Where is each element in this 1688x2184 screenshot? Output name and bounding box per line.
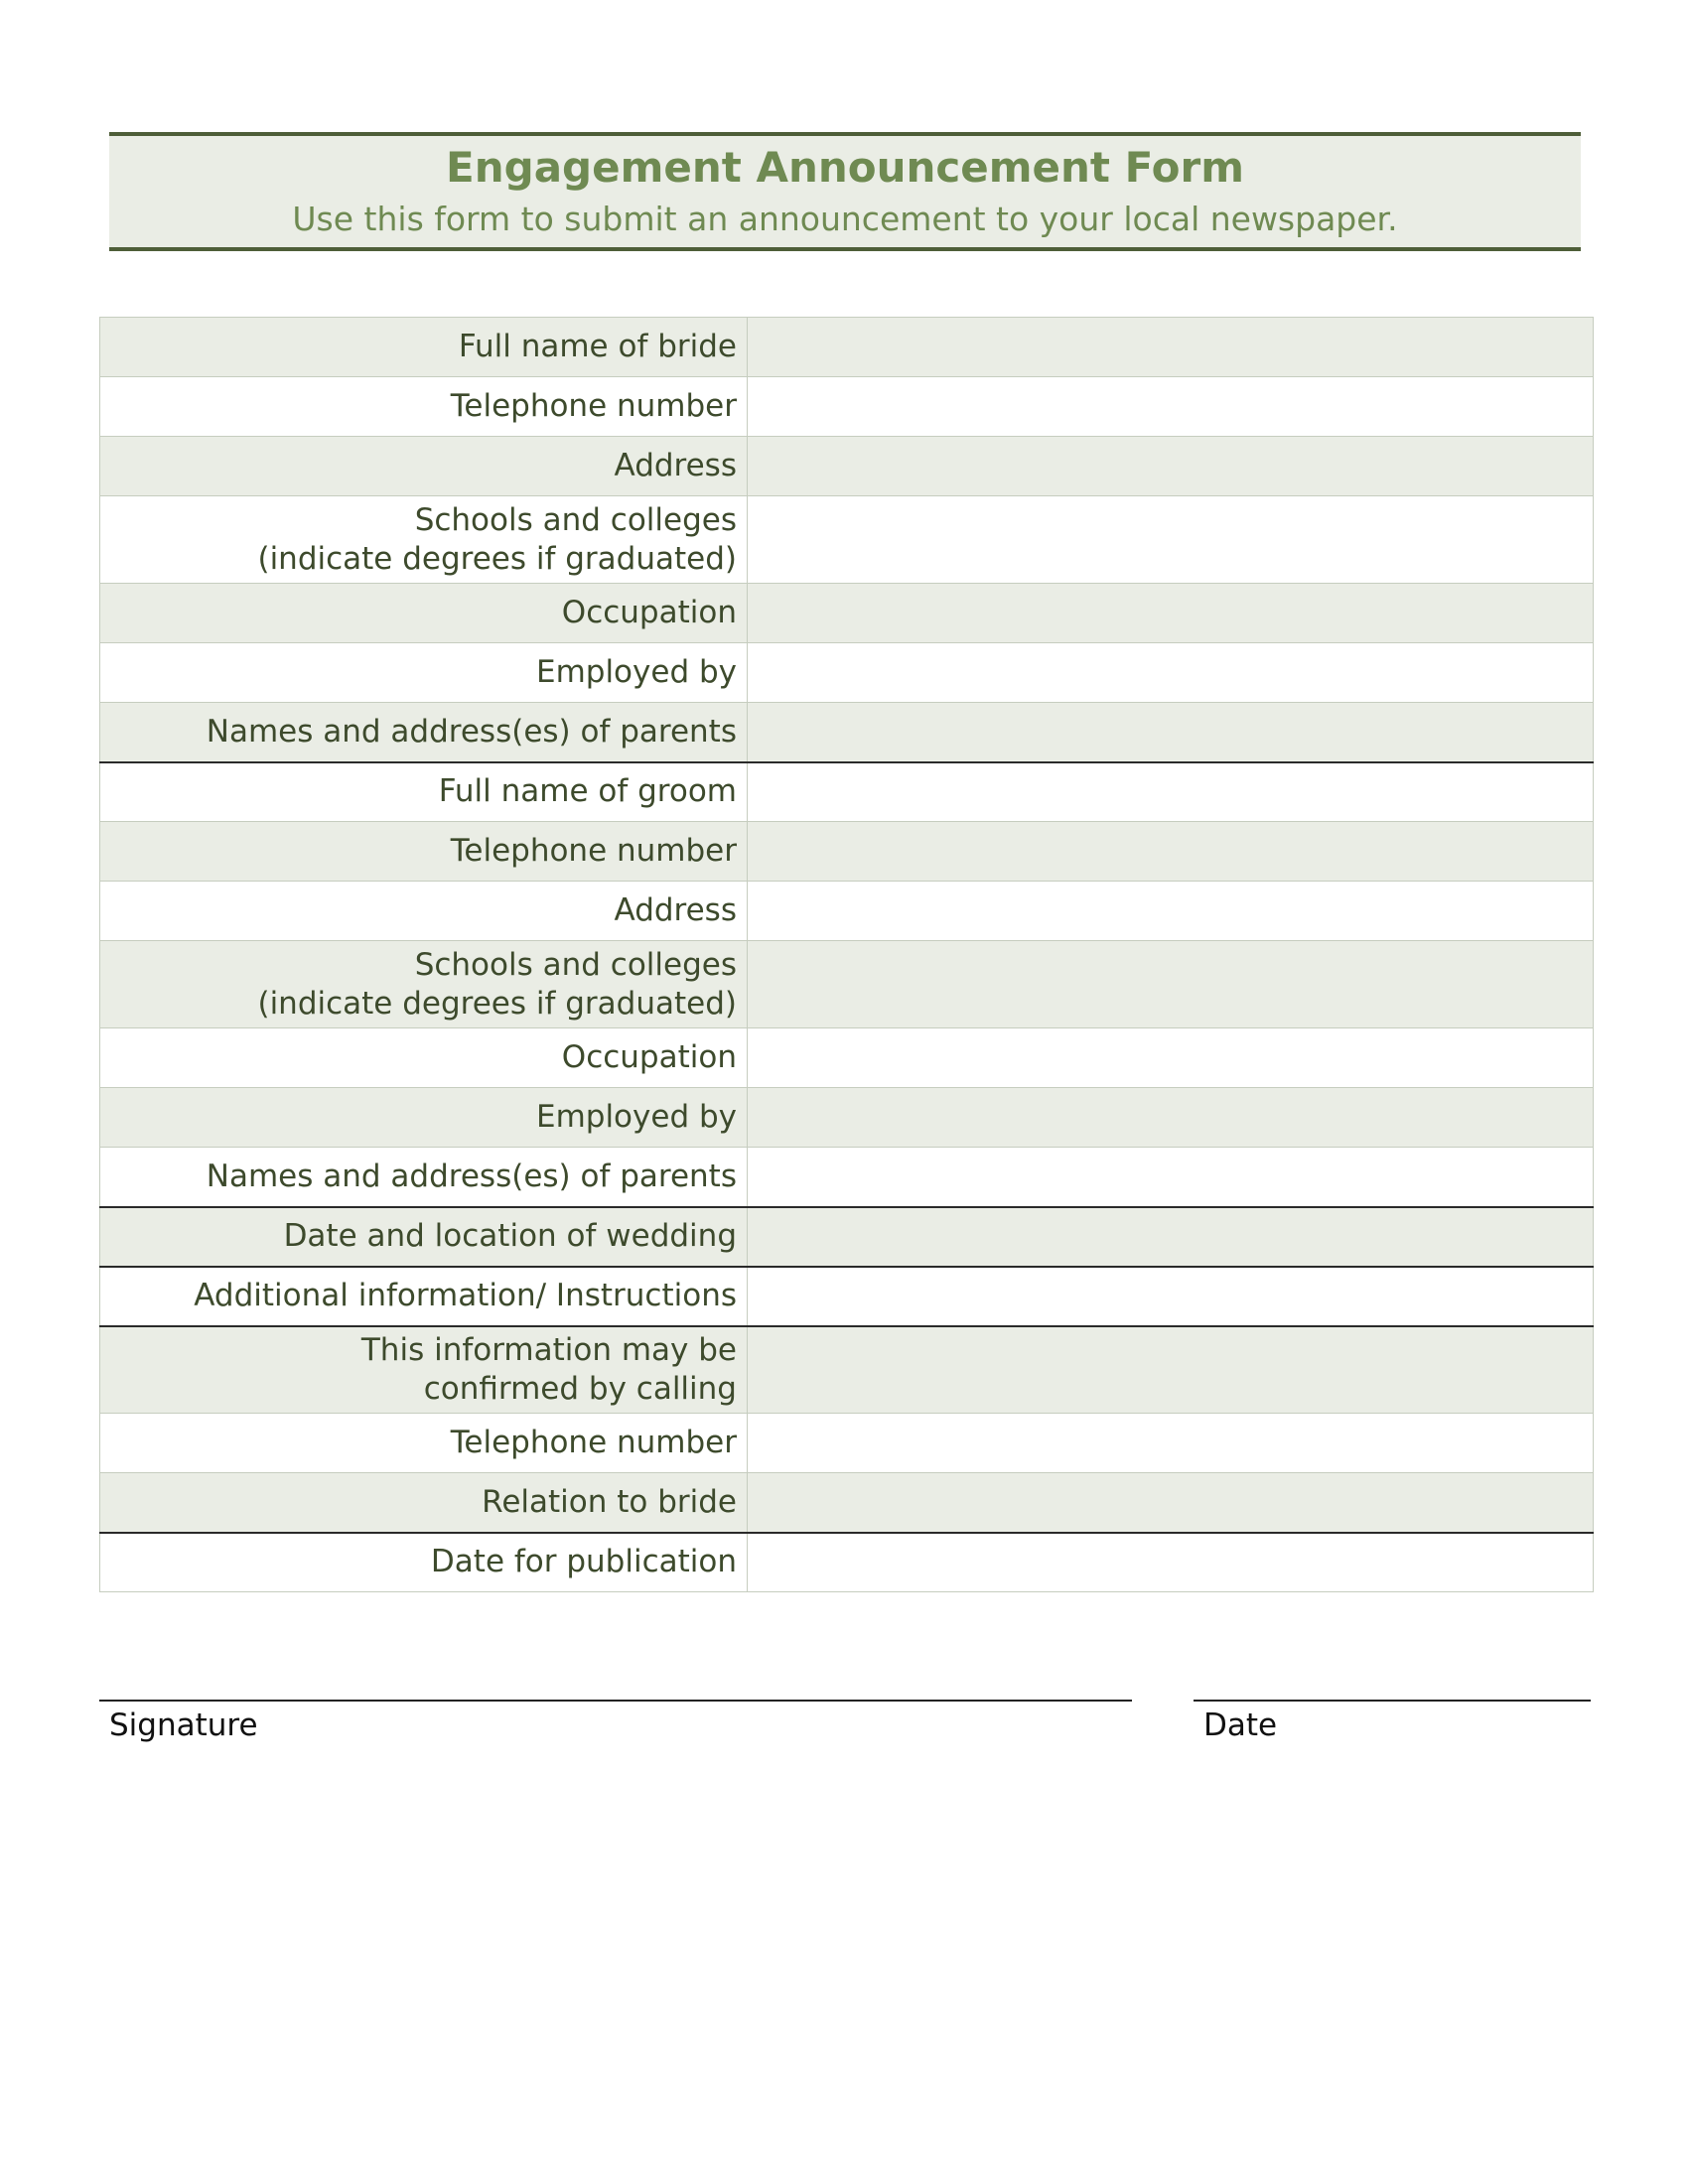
field-value-bride-employer[interactable] — [748, 643, 1594, 703]
field-label-groom-occupation: Occupation — [100, 1028, 748, 1088]
form-row — [100, 377, 1594, 437]
field-value-bride-occupation[interactable] — [748, 584, 1594, 643]
field-label-bride-employer: Employed by — [100, 643, 748, 703]
form-row — [100, 1028, 1594, 1088]
field-label-groom-schools: Schools and colleges (indicate degrees if graduated) — [100, 941, 748, 1028]
announcement-form-table — [99, 317, 1594, 1592]
field-label-bride-schools: Schools and colleges (indicate degrees if graduated) — [100, 496, 748, 584]
field-value-confirm-contact[interactable] — [748, 1326, 1594, 1414]
form-row — [100, 584, 1594, 643]
field-label-groom-telephone: Telephone number — [100, 822, 748, 882]
form-header — [109, 132, 1581, 251]
form-row — [100, 496, 1594, 584]
form-row — [100, 882, 1594, 941]
field-label-groom-employer: Employed by — [100, 1088, 748, 1148]
form-row — [100, 1473, 1594, 1533]
field-value-bride-parents[interactable] — [748, 703, 1594, 762]
field-value-wedding-date-location[interactable] — [748, 1207, 1594, 1267]
field-label-groom-address: Address — [100, 882, 748, 941]
field-label-bride-address: Address — [100, 437, 748, 496]
signature-label: Signature — [109, 1707, 258, 1743]
form-row — [100, 1088, 1594, 1148]
field-label-wedding-date-location: Date and location of wedding — [100, 1207, 748, 1267]
field-value-groom-address[interactable] — [748, 882, 1594, 941]
form-row — [100, 703, 1594, 762]
field-label-confirm-telephone: Telephone number — [100, 1414, 748, 1473]
field-label-bride-telephone: Telephone number — [100, 377, 748, 437]
field-label-additional-info: Additional information/ Instructions — [100, 1267, 748, 1326]
field-label-groom-name: Full name of groom — [100, 762, 748, 822]
signature-line[interactable] — [99, 1700, 1132, 1702]
form-row — [100, 1148, 1594, 1207]
field-value-groom-occupation[interactable] — [748, 1028, 1594, 1088]
field-value-bride-schools[interactable] — [748, 496, 1594, 584]
form-row — [100, 318, 1594, 377]
form-row — [100, 762, 1594, 822]
form-row — [100, 822, 1594, 882]
field-value-groom-name[interactable] — [748, 762, 1594, 822]
form-row — [100, 1207, 1594, 1267]
form-row — [100, 437, 1594, 496]
field-value-bride-address[interactable] — [748, 437, 1594, 496]
field-label-bride-occupation: Occupation — [100, 584, 748, 643]
field-value-additional-info[interactable] — [748, 1267, 1594, 1326]
field-label-relation-to-bride: Relation to bride — [100, 1473, 748, 1533]
field-label-publication-date: Date for publication — [100, 1533, 748, 1592]
form-row — [100, 643, 1594, 703]
field-value-groom-telephone[interactable] — [748, 822, 1594, 882]
date-line[interactable] — [1194, 1700, 1591, 1702]
field-label-groom-parents: Names and address(es) of parents — [100, 1148, 748, 1207]
field-value-groom-schools[interactable] — [748, 941, 1594, 1028]
form-row — [100, 1533, 1594, 1592]
field-label-confirm-contact: This information may be confirmed by calling — [100, 1326, 748, 1414]
form-row — [100, 1267, 1594, 1326]
field-value-publication-date[interactable] — [748, 1533, 1594, 1592]
form-row — [100, 941, 1594, 1028]
field-value-relation-to-bride[interactable] — [748, 1473, 1594, 1533]
page-subtitle: Use this form to submit an announcement to your local newspaper. — [292, 200, 1398, 238]
field-value-confirm-telephone[interactable] — [748, 1414, 1594, 1473]
page-title: Engagement Announcement Form — [446, 143, 1244, 192]
field-value-groom-employer[interactable] — [748, 1088, 1594, 1148]
date-label: Date — [1203, 1707, 1278, 1743]
form-row — [100, 1414, 1594, 1473]
field-value-bride-telephone[interactable] — [748, 377, 1594, 437]
field-value-bride-name[interactable] — [748, 318, 1594, 377]
field-value-groom-parents[interactable] — [748, 1148, 1594, 1207]
form-row — [100, 1326, 1594, 1414]
field-label-bride-parents: Names and address(es) of parents — [100, 703, 748, 762]
field-label-bride-name: Full name of bride — [100, 318, 748, 377]
